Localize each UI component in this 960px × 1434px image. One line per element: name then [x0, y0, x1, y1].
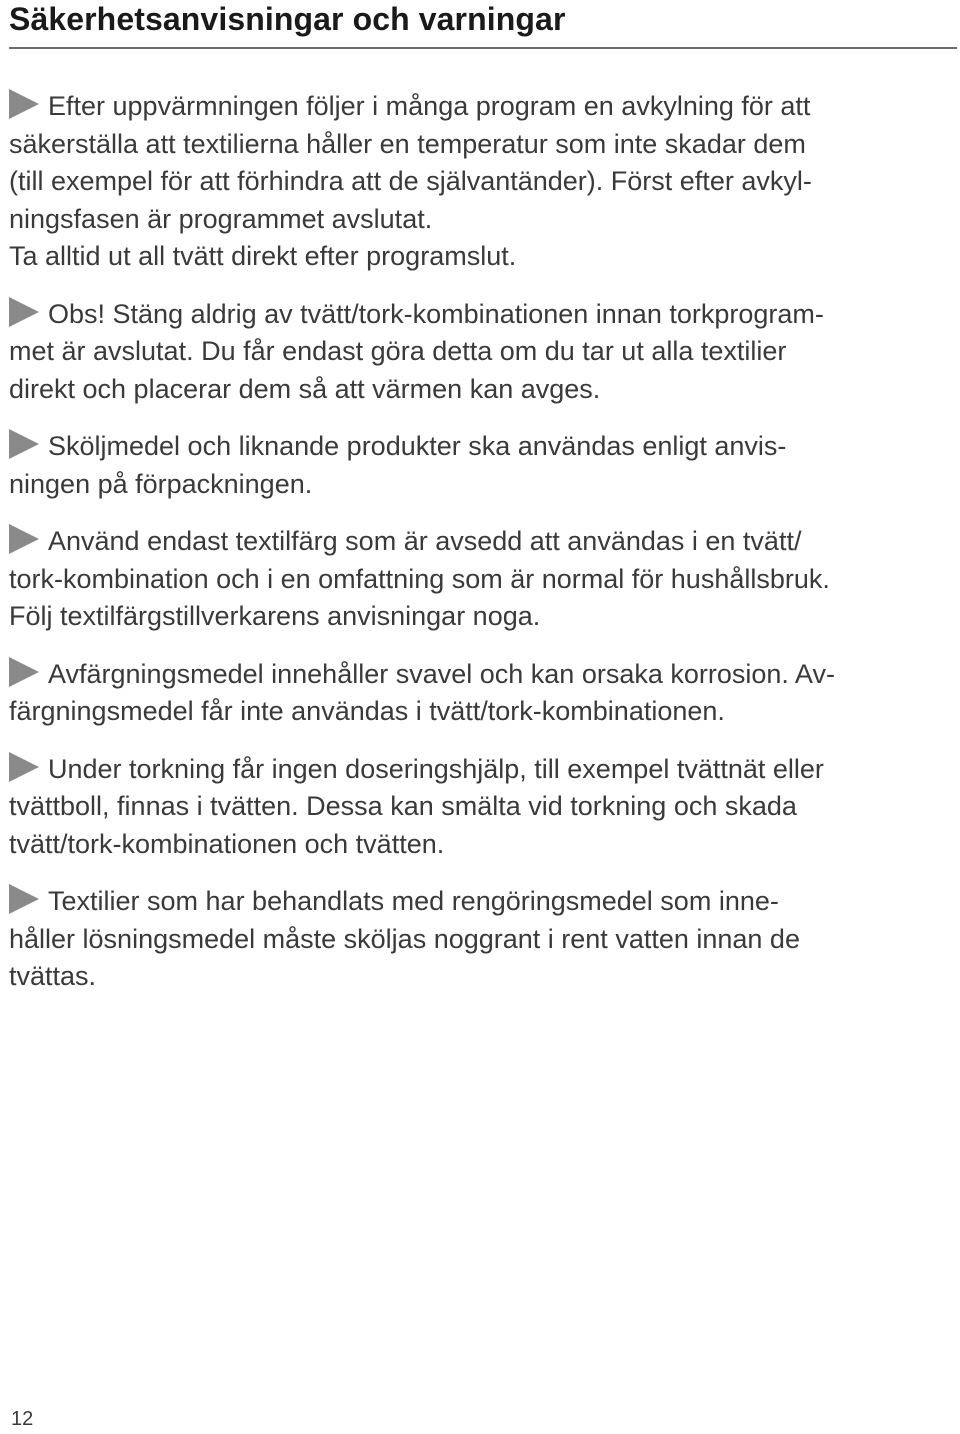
warning-arrow-icon [9, 429, 39, 459]
title-divider [9, 47, 957, 49]
warning-text-line: ningsfasen är programmet avslutat. [9, 203, 433, 234]
warning-text-line: tvätt/tork-kombinationen och tvätten. [9, 828, 445, 859]
warning-text-line: (till exempel för att förhindra att de självantänder). Först efter avkyl- [9, 166, 812, 196]
warning-text-line: Efter uppvärmningen följer i många program en avkylning för att [48, 91, 811, 121]
warning-arrow-icon [9, 524, 39, 554]
warning-text-line: tvättas. [9, 961, 97, 991]
warning-item-dosing-aid [9, 751, 959, 864]
warning-paragraph [9, 883, 959, 996]
warning-item-solvents [9, 883, 959, 996]
warning-paragraph [9, 296, 959, 409]
warning-paragraph [9, 523, 959, 636]
warning-text-line: säkerställa att textilierna håller en temperatur som inte skadar dem [9, 128, 806, 159]
warning-text-line: Följ textilfärgstillverkarens anvisningar noga. [9, 601, 541, 631]
warning-text-line: Textilier som har behandlats med rengöringsmedel som inne- [48, 886, 779, 916]
warning-arrow-icon [9, 297, 39, 327]
warning-text-line: Använd endast textilfärg som är avsedd att användas i en tvätt/ [48, 526, 802, 556]
warning-arrow-icon [9, 657, 39, 687]
warning-paragraph [9, 751, 959, 864]
warning-text-line: Under torkning får ingen doseringshjälp, till exempel tvättnät eller [48, 753, 824, 784]
warning-arrow-icon [9, 884, 39, 914]
page-title: Säkerhetsanvisningar och varningar [9, 1, 566, 37]
warnings-list [9, 88, 959, 996]
warning-item-softener [9, 428, 959, 503]
warning-arrow-icon [9, 89, 39, 119]
warning-item-obs [9, 296, 959, 409]
page-number: 12 [11, 1408, 34, 1430]
warning-item-cooldown [9, 88, 959, 276]
warning-text-line: håller lösningsmedel måste sköljas noggrant i rent vatten innan de [9, 923, 800, 954]
warning-text-line: direkt och placerar dem så att värmen kan avges. [9, 373, 601, 404]
warning-item-decolorant [9, 656, 959, 731]
warning-text-line: Obs! Stäng aldrig av tvätt/tork-kombinationen innan torkprogram- [48, 298, 824, 329]
warning-arrow-icon [9, 752, 39, 782]
warning-text-line: Avfärgningsmedel innehåller svavel och kan orsaka korrosion. Av- [48, 658, 835, 689]
warning-text-line: tork-kombination och i en omfattning som är normal för hushållsbruk. [9, 563, 830, 594]
warning-paragraph [9, 428, 959, 503]
warning-paragraph [9, 656, 959, 731]
warning-text-line: met är avslutat. Du får endast göra detta om du tar ut alla textilier [9, 336, 787, 366]
warning-text-line: ningen på förpackningen. [9, 468, 313, 499]
warning-item-dye [9, 523, 959, 636]
warning-text-line: tvättboll, finnas i tvätten. Dessa kan smälta vid torkning och skada [9, 791, 797, 821]
warning-text-line: Sköljmedel och liknande produkter ska användas enligt anvis- [48, 431, 787, 461]
warning-note: Ta alltid ut all tvätt direkt efter programslut. [9, 241, 517, 271]
warning-paragraph [9, 88, 959, 276]
warning-text-line: färgningsmedel får inte användas i tvätt/tork-kombinationen. [9, 696, 725, 726]
